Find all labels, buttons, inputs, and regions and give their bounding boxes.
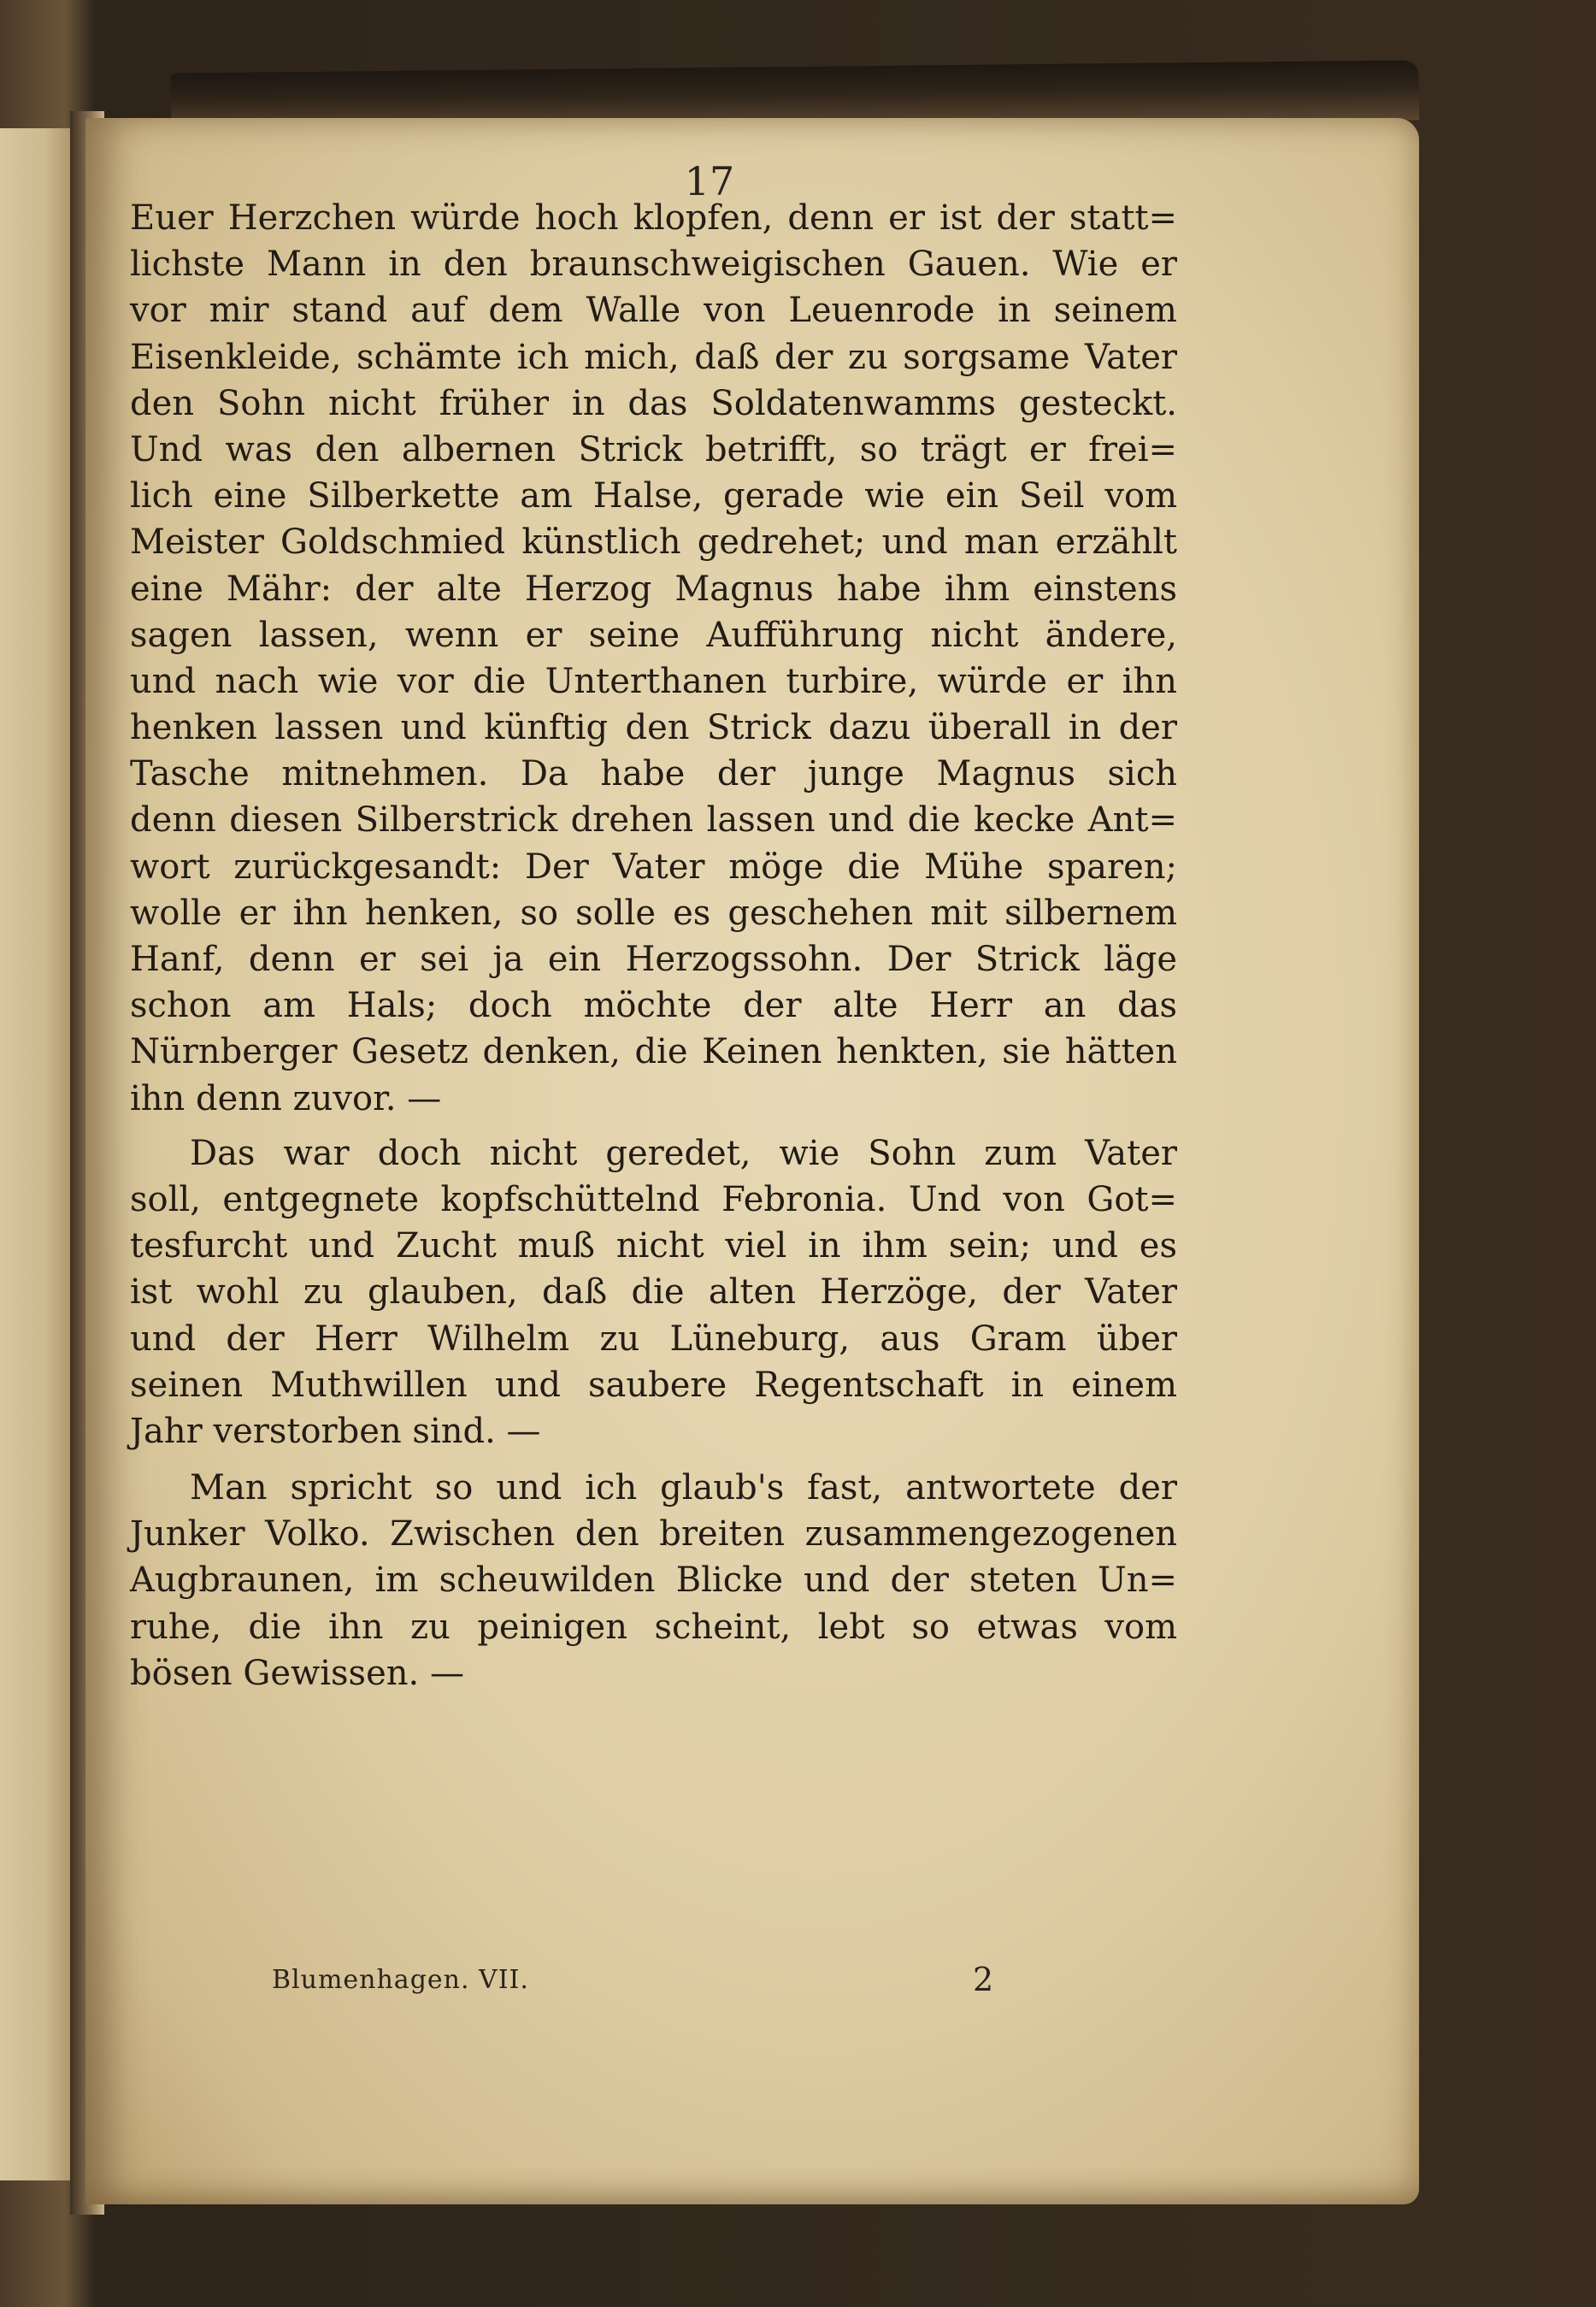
- text-line: soll, entgegnete kopfschüttelnd Febronia. Und von Got=: [130, 1179, 1177, 1219]
- text-line: tesfurcht und Zucht muß nicht viel in ihm sein; und es: [130, 1226, 1177, 1266]
- text-line: und nach wie vor die Unterthanen turbire, würde er ihn: [130, 661, 1177, 701]
- body-text: [130, 195, 1177, 1707]
- paragraph-3: [130, 1465, 1177, 1696]
- text-line: Meister Goldschmied künstlich gedrehet; und man erzählt: [130, 522, 1177, 563]
- text-line: Und was den albernen Strick betrifft, so trägt er frei=: [130, 429, 1177, 469]
- text-line: henken lassen und künftig den Strick dazu überall in der: [130, 708, 1177, 748]
- text-line: wolle er ihn henken, so solle es geschehen mit silbernem: [130, 893, 1177, 933]
- text-line: den Sohn nicht früher in das Soldatenwamms gesteckt.: [130, 383, 1177, 423]
- text-line: schon am Hals; doch möchte der alte Herr an das: [130, 986, 1177, 1026]
- text-line: Junker Volko. Zwischen den breiten zusammengezogenen: [130, 1514, 1177, 1555]
- text-line: lichste Mann in den braunschweigischen Gauen. Wie er: [130, 245, 1177, 285]
- paragraph-2: [130, 1130, 1177, 1454]
- text-line: seinen Muthwillen und saubere Regentschaft in einem: [130, 1365, 1177, 1405]
- text-line: sagen lassen, wenn er seine Aufführung nicht ändere,: [130, 615, 1177, 655]
- text-line: bösen Gewissen. —: [130, 1653, 464, 1693]
- paragraph-1: [130, 195, 1177, 1122]
- text-line: Jahr verstorben sind. —: [130, 1411, 541, 1451]
- text-line: und der Herr Wilhelm zu Lüneburg, aus Gram über: [130, 1319, 1177, 1359]
- text-line: Augbraunen, im scheuwilden Blicke und der steten Un=: [130, 1561, 1177, 1601]
- text-line: Das war doch nicht geredet, wie Sohn zum Vater: [190, 1133, 1177, 1173]
- text-line: wort zurückgesandt: Der Vater möge die Mühe sparen;: [130, 847, 1177, 887]
- text-line: Tasche mitnehmen. Da habe der junge Magnus sich: [130, 754, 1177, 794]
- printer-signature: Blumenhagen. VII.: [272, 1965, 529, 1995]
- text-line: lich eine Silberkette am Halse, gerade wie ein Seil vom: [130, 476, 1177, 516]
- text-line: Nürnberger Gesetz denken, die Keinen henkten, sie hätten: [130, 1032, 1177, 1072]
- text-line: eine Mähr: der alte Herzog Magnus habe ihm einstens: [130, 569, 1177, 609]
- text-line: Eisenkleide, schämte ich mich, daß der zu sorgsame Vater: [130, 337, 1177, 377]
- text-line: denn diesen Silberstrick drehen lassen und die kecke Ant=: [130, 800, 1177, 841]
- page-number: 17: [684, 158, 735, 204]
- text-line: ihn denn zuvor. —: [130, 1078, 442, 1118]
- text-line: Hanf, denn er sei ja ein Herzogssohn. Der Strick läge: [130, 940, 1177, 979]
- text-line: vor mir stand auf dem Walle von Leuenrode in seinem: [130, 291, 1177, 331]
- text-line: ist wohl zu glauben, daß die alten Herzöge, der Vater: [130, 1272, 1177, 1313]
- text-line: Man spricht so und ich glaub's fast, antwortete der: [190, 1468, 1177, 1508]
- previous-page-edge: [0, 128, 75, 2180]
- text-line: ruhe, die ihn zu peinigen scheint, lebt so etwas vom: [130, 1607, 1177, 1647]
- sheet-number: 2: [973, 1961, 994, 1998]
- text-line: Euer Herzchen würde hoch klopfen, denn er ist der statt=: [130, 198, 1177, 238]
